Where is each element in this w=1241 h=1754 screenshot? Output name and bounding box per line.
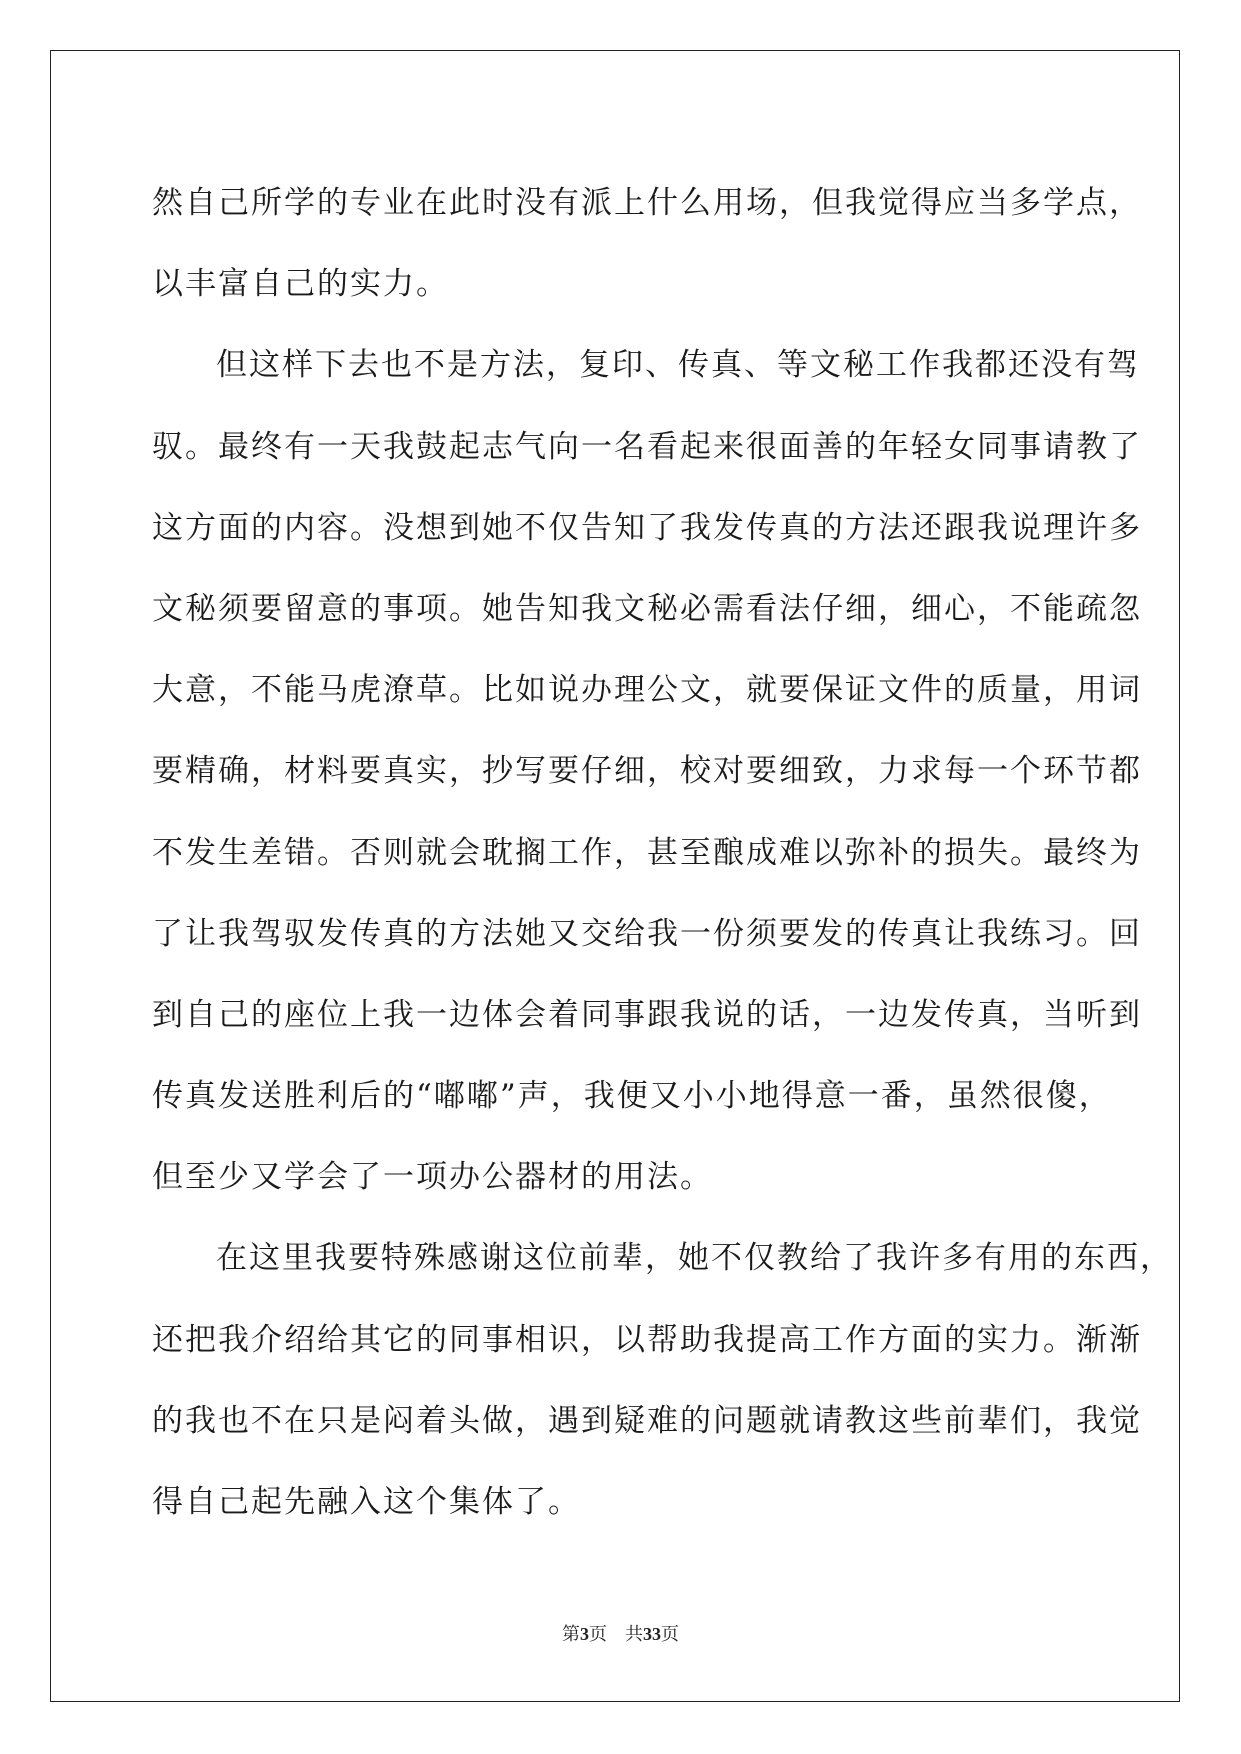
text-line: 得自己起先融入这个集体了。 bbox=[152, 1484, 581, 1520]
total-pages: 33 bbox=[643, 1624, 661, 1644]
text-line: 然自己所学的专业在此时没有派上什么用场，但我觉得应当多学点， bbox=[152, 185, 1142, 221]
document-body bbox=[152, 163, 1173, 1543]
paragraph-2 bbox=[152, 325, 1142, 1218]
text-line: 到自己的座位上我一边体会着同事跟我说的话，一边发传真，当听到 bbox=[152, 996, 1142, 1033]
text-line: 还把我介绍给其它的同事相识，以帮助我提高工作方面的实力。渐渐 bbox=[152, 1321, 1142, 1358]
page-prefix: 第 bbox=[562, 1624, 580, 1644]
text-line: 传真发送胜利后的“嘟嘟”声，我便又小小地得意一番，虽然很傻， bbox=[152, 1078, 1112, 1115]
text-line: 了让我驾驭发传真的方法她又交给我一份须要发的传真让我练习。回 bbox=[152, 915, 1142, 952]
paragraph-3 bbox=[152, 1218, 1173, 1543]
text-line: 这方面的内容。没想到她不仅告知了我发传真的方法还跟我说理许多 bbox=[152, 509, 1142, 546]
text-line: 的我也不在只是闷着头做，遇到疑难的问题就请教这些前辈们，我觉 bbox=[152, 1402, 1142, 1439]
total-prefix: 共 bbox=[625, 1624, 643, 1644]
text-line: 以丰富自己的实力。 bbox=[152, 266, 449, 303]
text-line: 大意，不能马虎潦草。比如说办理公文，就要保证文件的质量，用词 bbox=[152, 672, 1142, 709]
text-line: 但至少又学会了一项办公器材的用法。 bbox=[152, 1159, 713, 1196]
text-line: 驭。最终有一天我鼓起志气向一名看起来很面善的年轻女同事请教了 bbox=[152, 428, 1142, 465]
text-line: 在这里我要特殊感谢这位前辈，她不仅教给了我许多有用的东西， bbox=[216, 1240, 1173, 1277]
page-number: 3 bbox=[580, 1624, 589, 1644]
paragraph-1 bbox=[152, 163, 1142, 325]
text-line: 要精确，材料要真实，抄写要仔细，校对要细致，力求每一个环节都 bbox=[152, 753, 1142, 790]
page-suffix: 页 bbox=[589, 1624, 607, 1644]
text-line: 但这样下去也不是方法，复印、传真、等文秘工作我都还没有驾 bbox=[216, 347, 1140, 384]
page-footer bbox=[0, 1620, 1241, 1646]
total-suffix: 页 bbox=[661, 1624, 679, 1644]
text-line: 文秘须要留意的事项。她告知我文秘必需看法仔细，细心，不能疏忽 bbox=[152, 590, 1142, 627]
text-line: 不发生差错。否则就会耽搁工作，甚至酿成难以弥补的损失。最终为 bbox=[152, 834, 1142, 871]
